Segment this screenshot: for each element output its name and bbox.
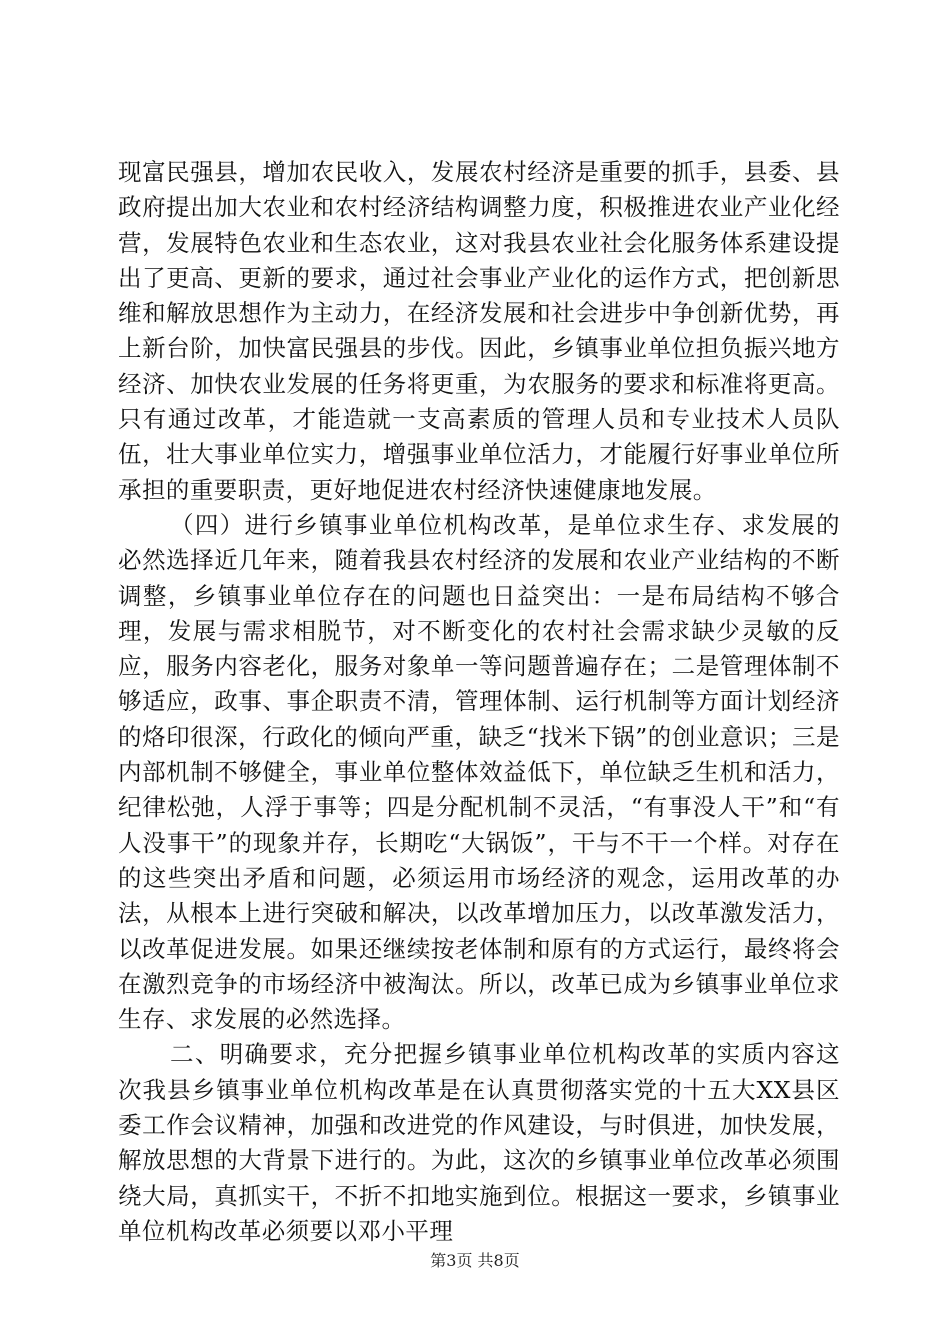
paragraph-3: 二、明确要求，充分把握乡镇事业单位机构改革的实质内容这次我县乡镇事业单位机构改革是在认真贯彻落实党的十五大XX县区委工作会议精神，加强和改进党的作风建设，与时俱进，加快发展，解放思想的大背景下进行的。为此，这次的乡镇事业单位改革必须围绕大局，真抓实干，不折不扣地实施到位。根据这一要求，乡镇事业单位机构改革必须要以邓小平理 <box>118 1040 840 1245</box>
paragraph-1: 现富民强县，增加农民收入，发展农村经济是重要的抓手，县委、县政府提出加大农业和农村经济结构调整力度，积极推进农业产业化经营，发展特色农业和生态农业，这对我县农业社会化服务体系建设提出了更高、更新的要求，通过社会事业产业化的运作方式，把创新思维和解放思想作为主动力，在经济发展和社会进步中争创新优势，再上新台阶，加快富民强县的步伐。因此，乡镇事业单位担负振兴地方经济、加快农业发展的任务将更重，为农服务的要求和标准将更高。只有通过改革，才能造就一支高素质的管理人员和专业技术人员队伍，壮大事业单位实力，增强事业单位活力，才能履行好事业单位所承担的重要职责，更好地促进农村经济快速健康地发展。 <box>118 158 840 504</box>
document-body <box>118 155 840 1249</box>
page-number: 第3页 共8页 <box>430 1251 520 1270</box>
paragraph-2: （四）进行乡镇事业单位机构改革，是单位求生存、求发展的必然选择近几年来，随着我县农村经济的发展和农业产业结构的不断调整，乡镇事业单位存在的问题也日益突出：一是布局结构不够合理，发展与需求相脱节，对不断变化的农村社会需求缺少灵敏的反应，服务内容老化，服务对象单一等问题普遍存在；二是管理体制不够适应，政事、事企职责不清，管理体制、运行机制等方面计划经济的烙印很深，行政化的倾向严重，缺乏“找米下锅”的创业意识；三是内部机制不够健全，事业单位整体效益低下，单位缺乏生机和活力，纪律松弛，人浮于事等；四是分配机制不灵活，“有事没人干”和“有人没事干”的现象并存，长期吃“大锅饭”，干与不干一个样。对存在的这些突出矛盾和问题，必须运用市场经济的观念，运用改革的办法，从根本上进行突破和解决，以改革增加压力，以改革激发活力，以改革促进发展。如果还继续按老体制和原有的方式运行，最终将会在激烈竞争的市场经济中被淘汰。所以，改革已成为乡镇事业单位求生存、求发展的必然选择。 <box>118 510 840 1034</box>
